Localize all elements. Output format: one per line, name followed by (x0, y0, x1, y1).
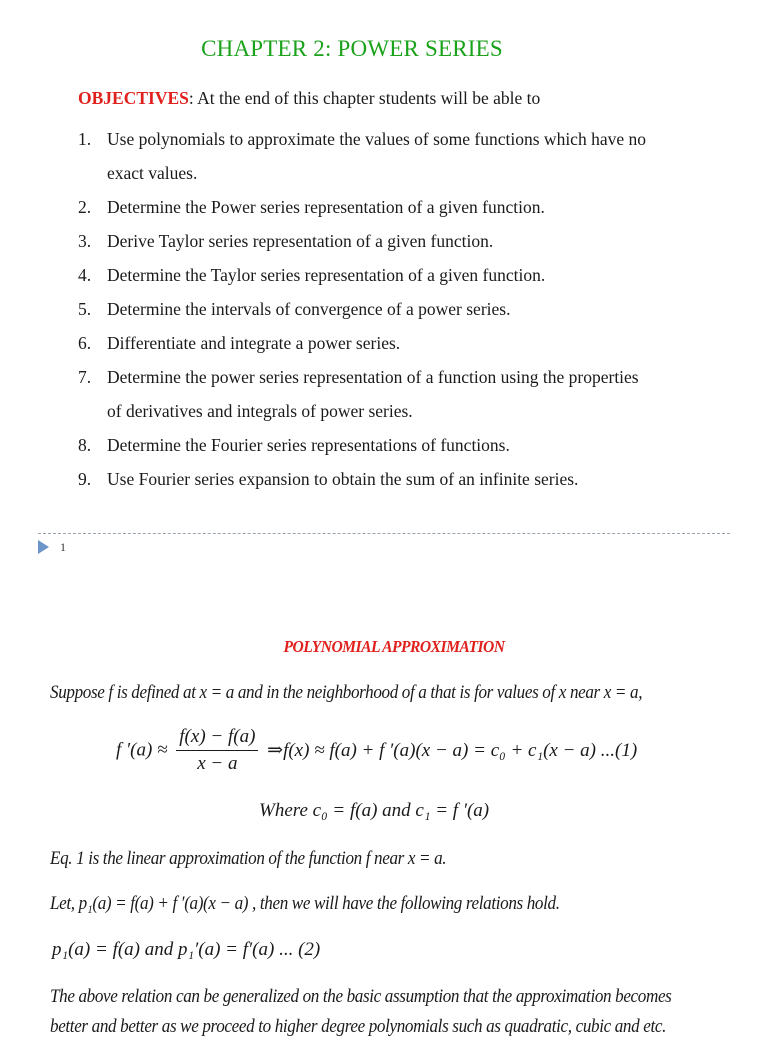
list-text: Determine the Power series representation of a given function. (107, 197, 545, 217)
linear-approx-text: Eq. 1 is the linear approximation of the function f near x = a. (50, 848, 447, 869)
equation-rhs: ⇒f(x) ≈ f(a) + f ′(a)(x − a) = c₀ + c₁(x − a) ...(1) (267, 740, 638, 761)
where-definition: Where c₀ = f(a) and c₁ = f ′(a) (259, 800, 490, 821)
list-text-continued: exact values. (107, 163, 198, 183)
list-item (78, 190, 718, 224)
page-separator (38, 533, 730, 534)
equation-1 (116, 724, 637, 777)
list-number: 7. (78, 367, 92, 387)
list-text: Determine the Taylor series representation of a given function. (107, 265, 546, 285)
relation-2: p₁(a) = f(a) and p₁′(a) = f′(a) ... (2) (52, 939, 321, 960)
list-item (78, 122, 718, 190)
fraction-numerator: f(x) − f(a) (176, 724, 258, 751)
objectives-label: OBJECTIVES (78, 88, 189, 108)
slide-number: 1 (60, 540, 66, 554)
list-text: Determine the Fourier series representations of functions. (107, 435, 510, 455)
list-number: 9. (78, 469, 92, 489)
list-number: 1. (78, 129, 92, 149)
section-title: POLYNOMIAL APPROXIMATION (283, 637, 505, 656)
list-text: Derive Taylor series representation of a given function. (107, 231, 494, 251)
play-icon (38, 540, 49, 554)
list-item (78, 428, 718, 462)
list-text: Use polynomials to approximate the values of some functions which have no (107, 129, 646, 149)
chapter-title: CHAPTER 2: POWER SERIES (201, 36, 503, 61)
equation-fraction (176, 724, 258, 777)
list-item (78, 224, 718, 258)
objectives-text: : At the end of this chapter students will be able to (188, 88, 541, 108)
list-item (78, 360, 718, 428)
list-text: Determine the intervals of convergence of a power series. (107, 299, 511, 319)
list-text-continued: of derivatives and integrals of power series. (107, 401, 413, 421)
list-item (78, 462, 718, 496)
list-number: 5. (78, 299, 92, 319)
suppose-text: Suppose f is defined at x = a and in the neighborhood of a that is for values of x near x = a, (50, 682, 643, 703)
list-text: Use Fourier series expansion to obtain the sum of an infinite series. (107, 469, 579, 489)
list-number: 8. (78, 435, 92, 455)
generalization-text: The above relation can be generalized on the basic assumption that the approximation becomes (50, 986, 672, 1007)
list-item (78, 258, 718, 292)
generalization-text-continued: better and better as we proceed to higher degree polynomials such as quadratic, cubic and etc. (50, 1016, 666, 1037)
objectives-intro (78, 88, 540, 109)
list-item (78, 326, 718, 360)
list-text: Differentiate and integrate a power series. (107, 333, 401, 353)
list-text: Determine the power series representation of a function using the properties (107, 367, 639, 387)
fraction-denominator: x − a (197, 753, 238, 774)
objectives-list (78, 122, 718, 496)
list-number: 2. (78, 197, 92, 217)
list-item (78, 292, 718, 326)
list-number: 4. (78, 265, 92, 285)
list-number: 3. (78, 231, 92, 251)
list-number: 6. (78, 333, 92, 353)
let-text: Let, p₁(a) = f(a) + f ′(a)(x − a) , then we will have the following relations hold. (50, 893, 560, 914)
equation-lhs: f ′(a) ≈ (116, 739, 168, 761)
